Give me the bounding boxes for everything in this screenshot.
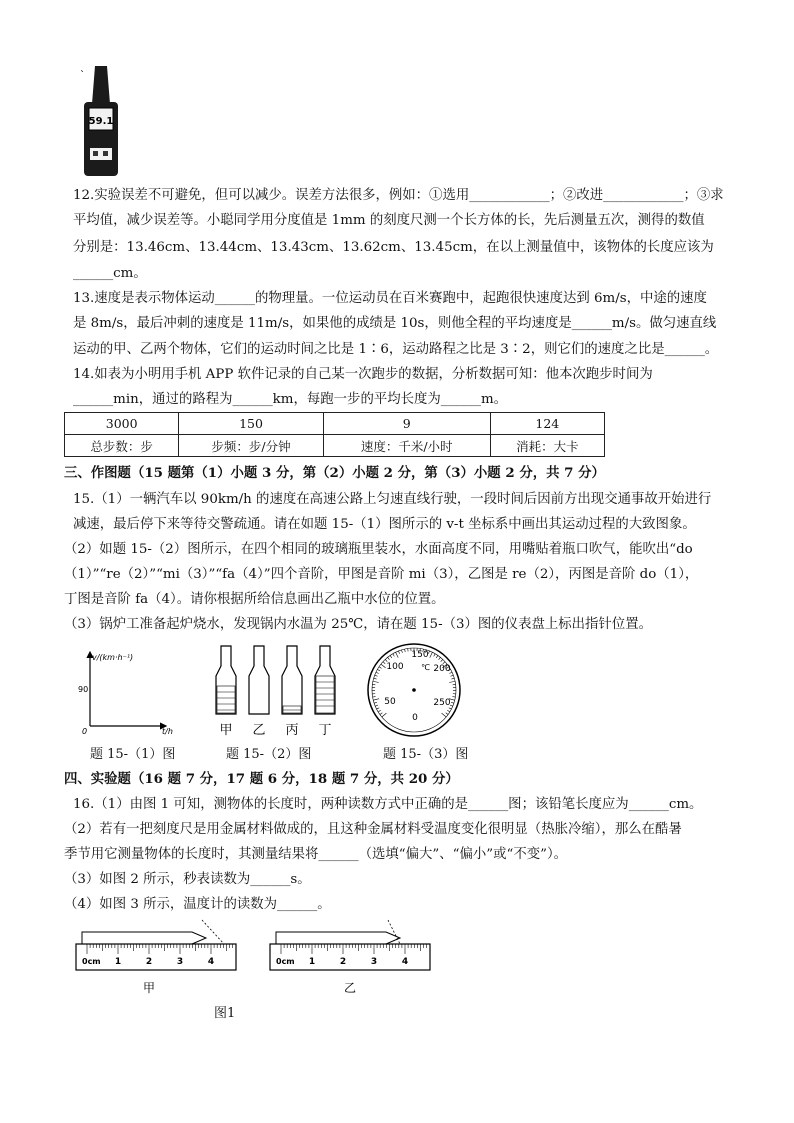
gauge-tick xyxy=(375,705,378,706)
y-axis-label: v/(km·h⁻¹) xyxy=(92,653,134,662)
ruler-label-jia: 甲 xyxy=(142,981,156,995)
bottle-label-yi: 乙 xyxy=(252,723,266,738)
q12-line-1: 12.实验误差不可避免，但可以减少。误差方法很多，例如：①选用____________；②改进____________；③求 xyxy=(73,188,724,203)
running-data-table xyxy=(64,412,605,457)
table-cell: 消耗：大卡 xyxy=(490,435,604,457)
table-cell: 150 xyxy=(179,413,323,435)
gauge-tick xyxy=(373,681,379,682)
gauge-tick xyxy=(442,713,447,717)
gauge-tick xyxy=(388,657,390,659)
q16-line-2: （2）若有一把刻度尺是用金属材料做成的，且这种金属材料受温度变化很明显（热胀冷缩），那么在酷暑 xyxy=(64,822,682,837)
bottle-bing xyxy=(282,646,302,714)
ruler-tick-label: 0cm xyxy=(276,957,295,966)
q12-line-3: 分别是：13.46cm、13.44cm、13.43cm、13.62cm、13.45cm，在以上测量值中，该物体的长度应该为 xyxy=(73,240,714,255)
q13-line-1: 13.速度是表示物体运动______的物理量。一位运动员在百米赛跑中，起跑很快速度达到 6m/s，中途的速度 xyxy=(73,291,707,306)
ruler-tick-label: 2 xyxy=(145,957,153,967)
gauge-tick xyxy=(374,702,377,703)
q12-line-2: 平均值，减少误差等。小聪同学用分度值是 1mm 的刻度尺测一个长方体的长，先后测量五次，测得的数值 xyxy=(73,213,705,228)
ruler-tick-label: 2 xyxy=(339,957,347,967)
table-row xyxy=(65,435,605,457)
q12-line-4: ______cm。 xyxy=(73,266,147,281)
q16-line-4: （3）如图 2 所示，秒表读数为______s。 xyxy=(64,872,311,887)
gauge-tick xyxy=(452,697,455,698)
gauge-label-0: 0 xyxy=(412,713,418,723)
gauge-tick xyxy=(373,697,376,698)
fig15-3-caption: 题 15-（3）图 xyxy=(383,747,469,762)
gauge-label-150: 150 xyxy=(411,650,429,660)
gauge-tick xyxy=(379,667,381,669)
q15-line-1: 15.（1）一辆汽车以 90km/h 的速度在高速公路上匀速直线行驶，一段时间后因前方出现交通事故开始进行 xyxy=(73,492,712,507)
ruler-tick-label: 3 xyxy=(370,957,378,967)
ruler-tick-label: 1 xyxy=(308,957,316,967)
q16-line-3: 季节用它测量物体的长度时，其测量结果将______（选填“偏大”、“偏小”或“不变”）。 xyxy=(64,847,568,862)
q15-line-6: （3）锅炉工准备起炉烧水，发现锅内水温为 25℃，请在题 15-（3）图的仪表盘上标出指针位置。 xyxy=(64,617,652,632)
gauge-tick xyxy=(430,652,433,657)
ruler-tick-label: 3 xyxy=(176,957,184,967)
q13-line-2: 是 8m/s，最后冲刺的速度是 11m/s，如果他的成绩是 10s，则他全程的平均速度是______m/s。做匀速直线 xyxy=(73,316,717,331)
q15-line-5: 丁图是音阶 fa（4）。请你根据所给信息画出乙瓶中水位的位置。 xyxy=(64,592,445,607)
ruler-figure-jia xyxy=(74,914,244,999)
gauge-tick xyxy=(398,651,399,654)
gauge-tick xyxy=(441,659,443,661)
gauge-tick xyxy=(378,710,381,712)
ruler-tick-label: 4 xyxy=(207,957,215,967)
bottle-label-bing: 丙 xyxy=(285,723,299,738)
q13-line-3: 运动的甲、乙两个物体，它们的运动时间之比是 1∶6，运动路程之比是 3∶2，则它们的速度之比是______。 xyxy=(73,342,719,357)
gauge-center xyxy=(412,688,416,692)
ruler-tick-label: 4 xyxy=(401,957,409,967)
gauge-tick xyxy=(450,675,453,676)
bottle-yi xyxy=(249,646,269,714)
gauge-tick xyxy=(436,655,438,657)
gauge-tick xyxy=(434,654,436,657)
q16-line-1: 16.（1）由图 1 可知，测物体的长度时，两种读数方式中正确的是______图；该铅笔长度应为______cm。 xyxy=(73,797,703,812)
table-cell: 124 xyxy=(490,413,604,435)
ruler-tick-label: 1 xyxy=(114,957,122,967)
q15-line-3: （2）如题 15-（2）图所示，在四个相同的玻璃瓶里装水，水面高度不同，用嘴贴着瓶口吹气，能吹出“do xyxy=(64,542,693,557)
gauge-label-100: 100 xyxy=(386,662,404,672)
gauge-tick xyxy=(396,652,399,657)
bottles-figure xyxy=(212,642,352,742)
gauge-tick xyxy=(382,713,387,717)
bottle-label-jia: 甲 xyxy=(219,723,233,738)
ruler-label-yi: 乙 xyxy=(343,981,357,995)
ruler-figure-yi xyxy=(268,914,438,999)
fig1-caption: 图1 xyxy=(214,1006,236,1021)
gauge-label-50: 50 xyxy=(384,697,396,707)
y-tick-90: 90 xyxy=(78,685,89,694)
bottle-jia xyxy=(216,646,236,714)
gauge-tick xyxy=(447,710,450,712)
table-cell: 3000 xyxy=(65,413,179,435)
gauge-tick xyxy=(401,650,402,653)
gauge-tick xyxy=(375,675,378,676)
gauge-tick xyxy=(393,654,395,657)
gauge-tick xyxy=(377,669,380,670)
gauge-label-200: 200 xyxy=(433,664,451,674)
origin-label: 0 xyxy=(82,727,88,736)
gauge-tick xyxy=(451,702,454,703)
gauge-tick xyxy=(383,662,385,664)
gauge-tick xyxy=(373,699,379,700)
temperature-gauge-figure xyxy=(364,640,464,740)
section-3-title: 三、作图题（15 题第（1）小题 3 分，第（2）小题 2 分，第（3）小题 2 分，共 7 分） xyxy=(64,465,605,481)
gauge-unit: ℃ xyxy=(421,663,430,672)
gauge-tick xyxy=(439,657,441,659)
bottle-label-ding: 丁 xyxy=(318,723,332,738)
q15-line-2: 减速，最后停下来等待交警疏通。请在如题 15-（1）图所示的 v-t 坐标系中画出其运动过程的大致图象。 xyxy=(73,517,696,532)
gauge-tick xyxy=(405,649,406,652)
gauge-label-250: 250 xyxy=(433,698,451,708)
bottle-ding xyxy=(315,646,335,714)
sound-level-meter-figure xyxy=(70,64,130,179)
ruler-tick-label: 0cm xyxy=(82,957,101,966)
sight-line xyxy=(202,920,224,944)
vt-axes-figure xyxy=(78,646,178,736)
gauge-tick xyxy=(374,678,377,679)
table-cell: 速度：千米/小时 xyxy=(323,435,490,457)
gauge-tick xyxy=(390,655,392,657)
gauge-tick xyxy=(380,713,382,715)
gauge-tick xyxy=(376,672,379,673)
fig15-1-caption: 题 15-（1）图 xyxy=(90,747,176,762)
table-row xyxy=(65,413,605,435)
gauge-tick xyxy=(446,713,448,715)
q14-line-1: 14.如表为小明用手机 APP 软件记录的自己某一次跑步的数据，分析数据可知：他本次跑步时间为 xyxy=(73,367,653,382)
meter-reading: 59.1 xyxy=(88,116,114,127)
gauge-tick xyxy=(381,664,386,668)
x-axis-label: t/h xyxy=(162,727,173,736)
gauge-tick xyxy=(377,708,380,709)
q16-line-5: （4）如图 3 所示，温度计的读数为______。 xyxy=(64,897,331,912)
fig15-2-caption: 题 15-（2）图 xyxy=(226,747,312,762)
section-4-title: 四、实验题（16 题 7 分，17 题 6 分，18 题 7 分，共 20 分） xyxy=(64,771,459,787)
svg-text:`: ` xyxy=(80,70,85,81)
q15-line-4: （1）”“re（2）”“mi（3）”“fa（4）”四个音阶，甲图是音阶 mi（3），乙图是 re（2），丙图是音阶 do（1）， xyxy=(64,567,699,582)
table-cell: 步频：步/分钟 xyxy=(179,435,323,457)
gauge-tick xyxy=(451,678,454,679)
table-cell: 总步数：步 xyxy=(65,435,179,457)
q14-line-2: ______min，通过的路程为______km，每跑一步的平均长度为______m。 xyxy=(73,392,508,407)
table-cell: 9 xyxy=(323,413,490,435)
gauge-tick xyxy=(449,681,455,682)
